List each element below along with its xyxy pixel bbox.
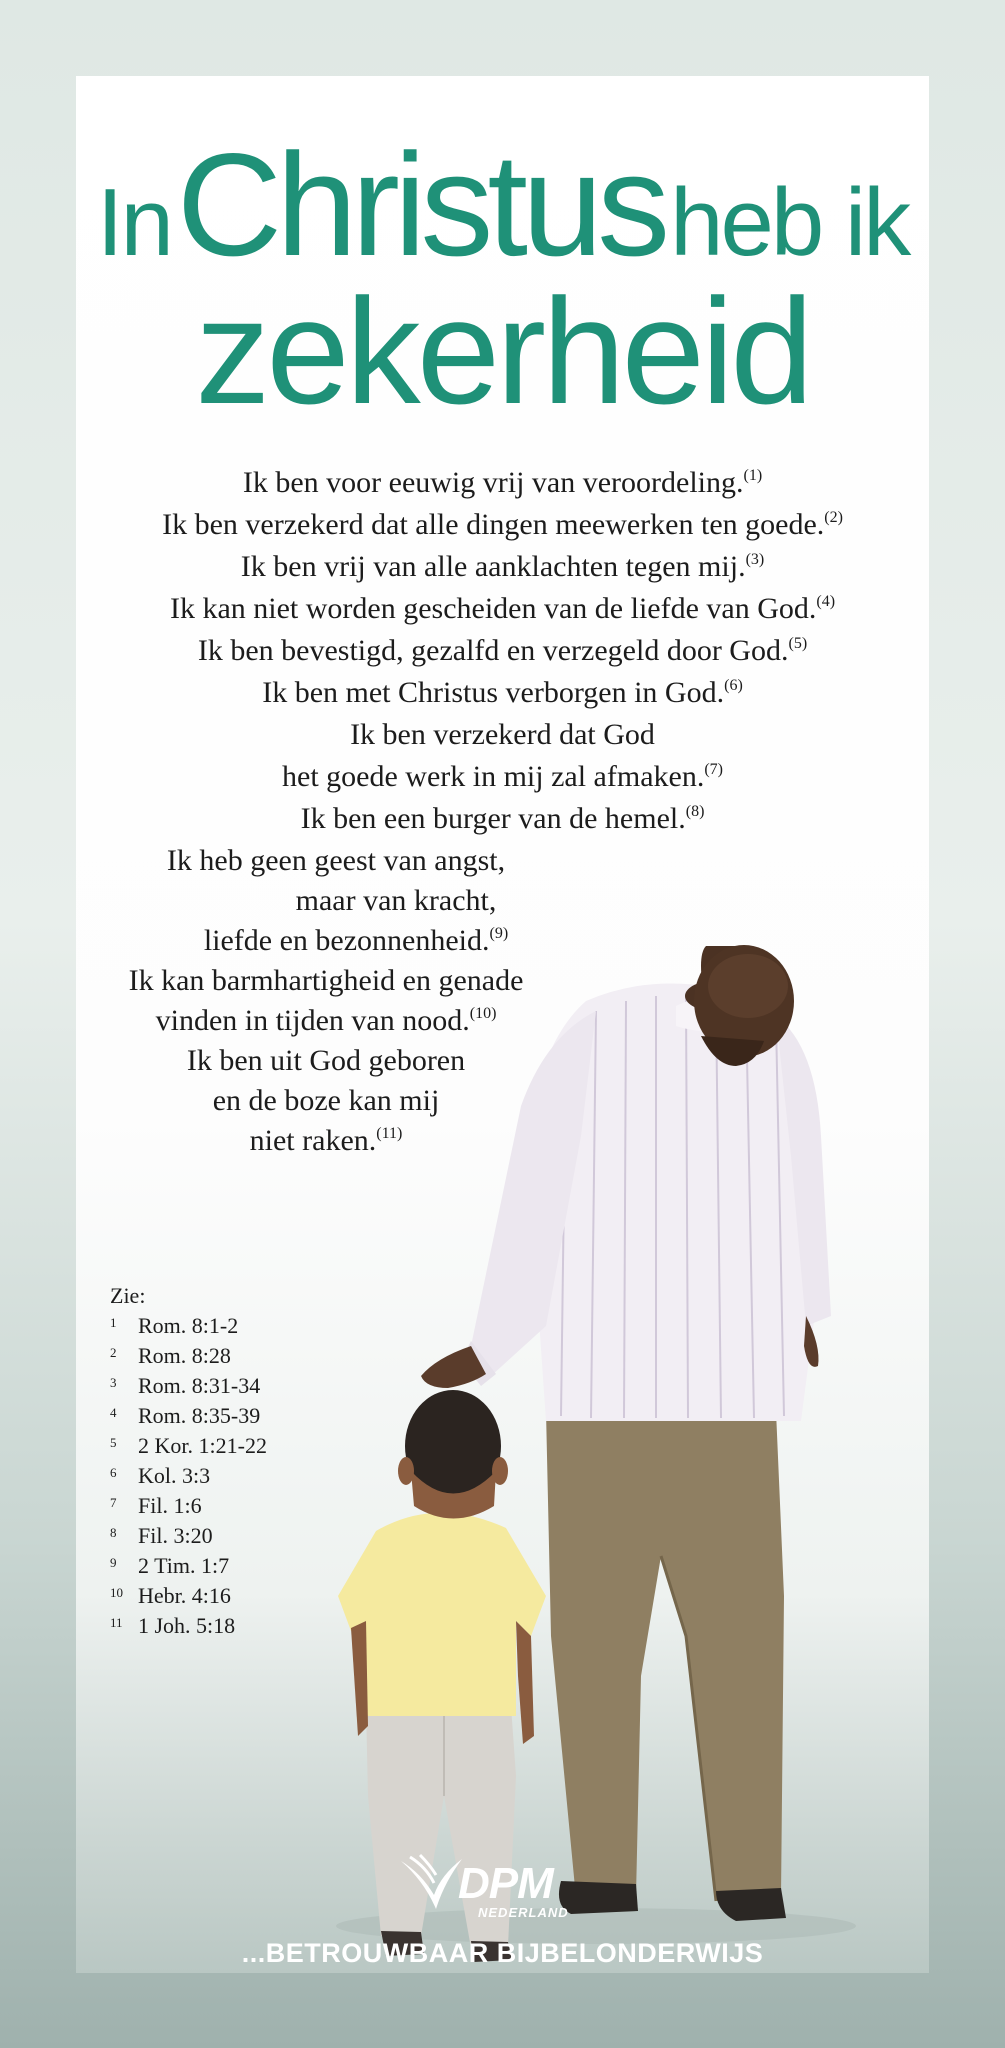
title-word-christus: Christus bbox=[176, 123, 665, 286]
reference-item bbox=[110, 1553, 267, 1583]
statement-line bbox=[76, 802, 929, 836]
statement-text: maar van kracht, bbox=[295, 884, 497, 917]
reference-item bbox=[110, 1433, 267, 1463]
dpm-logo bbox=[396, 1853, 616, 1933]
statement-text: Ik ben bevestigd, gezalfd en verzegeld door God. bbox=[197, 634, 789, 667]
footnote-ref: (11) bbox=[376, 1125, 403, 1142]
reference-item bbox=[110, 1373, 267, 1403]
footnote-ref: (10) bbox=[469, 1005, 497, 1022]
statement-line bbox=[76, 760, 929, 794]
reference-number: 8 bbox=[110, 1525, 117, 1540]
bible-references bbox=[110, 1283, 267, 1643]
reference-number: 3 bbox=[110, 1375, 117, 1390]
statement-line bbox=[76, 844, 596, 878]
statement-line bbox=[76, 1124, 586, 1158]
statement-text: Ik ben met Christus verborgen in God. bbox=[262, 676, 725, 709]
footnote-ref: (9) bbox=[489, 925, 509, 942]
statement-line bbox=[136, 884, 656, 918]
reference-number: 1 bbox=[110, 1315, 117, 1330]
reference-text: Kol. 3:3 bbox=[138, 1463, 211, 1488]
reference-item bbox=[110, 1523, 267, 1553]
reference-text: Rom. 8:31-34 bbox=[138, 1373, 261, 1398]
statement-line bbox=[76, 466, 929, 500]
dpm-wing-icon bbox=[396, 1853, 466, 1913]
reference-item bbox=[110, 1493, 267, 1523]
reference-text: Fil. 3:20 bbox=[138, 1523, 213, 1548]
reference-number: 2 bbox=[110, 1345, 117, 1360]
reference-number: 10 bbox=[110, 1585, 123, 1600]
tagline: ...BETROUWBAAR BIJBELONDERWIJS bbox=[241, 1938, 764, 1968]
statement-line bbox=[76, 550, 929, 584]
reference-text: Hebr. 4:16 bbox=[138, 1583, 231, 1608]
reference-number: 4 bbox=[110, 1405, 117, 1420]
title-word-in: In bbox=[96, 169, 171, 276]
statement-line bbox=[76, 676, 929, 710]
statement-line bbox=[76, 1004, 586, 1038]
statement-text: Ik ben verzekerd dat alle dingen meewerken ten goede. bbox=[162, 508, 825, 541]
footnote-ref: (5) bbox=[788, 635, 808, 652]
statement-text: Ik ben vrij van alle aanklachten tegen mij. bbox=[240, 550, 746, 583]
statement-line bbox=[76, 964, 586, 998]
statement-text: Ik kan niet worden gescheiden van de liefde van God. bbox=[169, 592, 817, 625]
logo-subtitle: NEDERLAND bbox=[478, 1905, 569, 1920]
title-line-1 bbox=[76, 123, 929, 286]
logo-wordmark: DPM bbox=[458, 1859, 553, 1908]
statement-text: Ik ben uit God geboren bbox=[186, 1044, 466, 1077]
statement-text: Ik ben een burger van de hemel. bbox=[300, 802, 686, 835]
reference-text: Rom. 8:1-2 bbox=[138, 1313, 239, 1338]
reference-text: Rom. 8:35-39 bbox=[138, 1403, 261, 1428]
statement-text: Ik kan barmhartigheid en genade bbox=[128, 964, 524, 997]
footnote-ref: (6) bbox=[724, 677, 743, 694]
statement-text: Ik ben verzekerd dat God bbox=[350, 718, 655, 751]
footnote-ref: (4) bbox=[816, 593, 836, 610]
statement-text: Ik heb geen geest van angst, bbox=[166, 844, 506, 877]
statement-line bbox=[76, 508, 929, 542]
statement-line bbox=[76, 1044, 586, 1078]
reference-item bbox=[110, 1343, 267, 1373]
statement-text: niet raken. bbox=[249, 1124, 377, 1157]
statement-text: liefde en bezonnenheid. bbox=[203, 924, 490, 957]
statement-line bbox=[76, 592, 929, 626]
reference-number: 6 bbox=[110, 1465, 117, 1480]
statement-line bbox=[76, 718, 929, 752]
title-word-heb-ik: heb ik bbox=[670, 169, 909, 276]
footnote-ref: (1) bbox=[743, 467, 763, 484]
footnote-ref: (7) bbox=[704, 761, 723, 778]
footnote-ref: (3) bbox=[745, 551, 765, 568]
reference-text: 2 Kor. 1:21-22 bbox=[138, 1433, 267, 1458]
reference-text: 1 Joh. 5:18 bbox=[138, 1613, 236, 1638]
references-heading: Zie: bbox=[110, 1283, 146, 1308]
reference-text: Fil. 1:6 bbox=[138, 1493, 202, 1518]
reference-item bbox=[110, 1613, 267, 1643]
reference-number: 5 bbox=[110, 1435, 117, 1450]
title-line-2: zekerheid bbox=[195, 267, 810, 435]
footnote-ref: (8) bbox=[685, 803, 705, 820]
reference-number: 9 bbox=[110, 1555, 117, 1570]
reference-number: 11 bbox=[110, 1615, 123, 1630]
reference-item bbox=[110, 1403, 267, 1433]
statement-line bbox=[76, 634, 929, 668]
reference-item bbox=[110, 1313, 267, 1343]
reference-item bbox=[110, 1463, 267, 1493]
statement-line bbox=[96, 924, 616, 958]
statement-text: vinden in tijden van nood. bbox=[155, 1004, 470, 1037]
statement-line bbox=[76, 1084, 586, 1118]
statement-text: Ik ben voor eeuwig vrij van veroordeling. bbox=[242, 466, 744, 499]
statement-text: het goede werk in mij zal afmaken. bbox=[282, 760, 705, 793]
reference-text: Rom. 8:28 bbox=[138, 1343, 231, 1368]
footnote-ref: (2) bbox=[824, 509, 843, 526]
statement-text: en de boze kan mij bbox=[212, 1084, 440, 1117]
reference-text: 2 Tim. 1:7 bbox=[138, 1553, 230, 1578]
reference-item bbox=[110, 1583, 267, 1613]
reference-number: 7 bbox=[110, 1495, 117, 1510]
tract-card bbox=[76, 76, 929, 1973]
